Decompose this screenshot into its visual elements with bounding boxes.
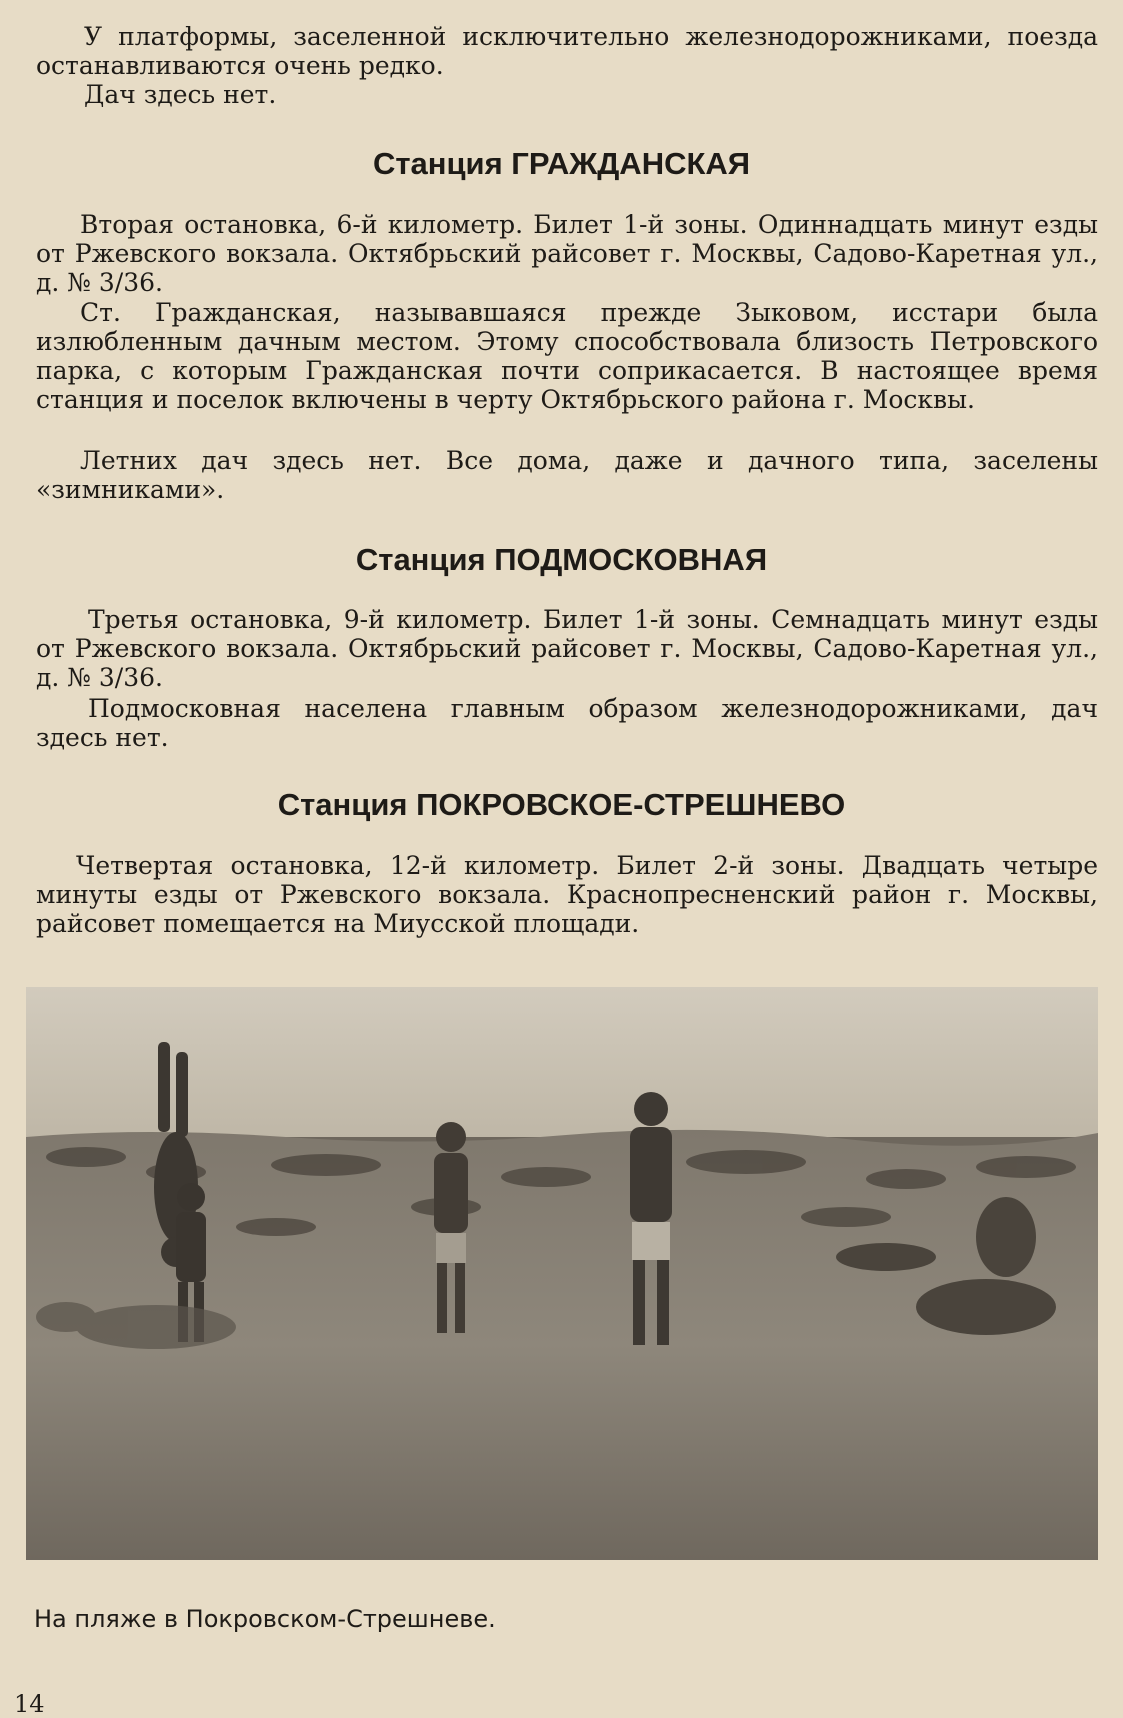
- page-number: 14: [14, 1690, 45, 1718]
- grazhdanskaya-paragraph-1: Вторая остановка, 6-й километр. Билет 1-й зоны. Одиннадцать минут езды от Ржевского вокзала. Октябрьский райсовет г. Москвы, Садово-Каретная ул., д. № 3/36.: [36, 210, 1098, 297]
- intro-paragraph: У платформы, заселенной исключительно железнодорожниками, поезда останавливаются очень редко.: [36, 22, 1098, 80]
- heading-grazhdanskaya: Станция ГРАЖДАНСКАЯ: [372, 146, 751, 181]
- beach-photo-illustration: [26, 987, 1098, 1560]
- grazhdanskaya-paragraph-3: Летних дач здесь нет. Все дома, даже и дачного типа, заселены «зимниками».: [36, 446, 1098, 504]
- photo-caption: На пляже в Покровском-Стрешневе.: [34, 1605, 496, 1633]
- pokrovskoe-paragraph-1: Четвертая остановка, 12-й километр. Билет 2-й зоны. Двадцать четыре минуты езды от Ржевского вокзала. Краснопресненский район г. Москвы, райсовет помещается на Миусской площади.: [36, 851, 1098, 938]
- grazhdanskaya-paragraph-2: Ст. Гражданская, называвшаяся прежде Зыковом, исстари была излюбленным дачным местом. Этому способствовала близость Петровского парка, с которым Гражданская почти соприкасается. В настоящее время станция и поселок включены в черту Октябрьского района г. Москвы.: [36, 298, 1098, 414]
- beach-photo: [26, 987, 1098, 1560]
- heading-podmoskovnaya: Станция ПОДМОСКОВНАЯ: [355, 542, 768, 577]
- heading-pokrovskoe-streshnevo: Станция ПОКРОВСКОЕ-СТРЕШНЕВО: [277, 787, 846, 822]
- podmoskovnaya-paragraph-1: Третья остановка, 9-й километр. Билет 1-й зоны. Семнадцать минут езды от Ржевского вокзала. Октябрьский райсовет г. Москвы, Садово-Каретная ул., д. № 3/36.: [36, 605, 1098, 692]
- intro-note: Дач здесь нет.: [84, 80, 277, 109]
- podmoskovnaya-paragraph-2: Подмосковная населена главным образом железнодорожниками, дач здесь нет.: [36, 694, 1098, 752]
